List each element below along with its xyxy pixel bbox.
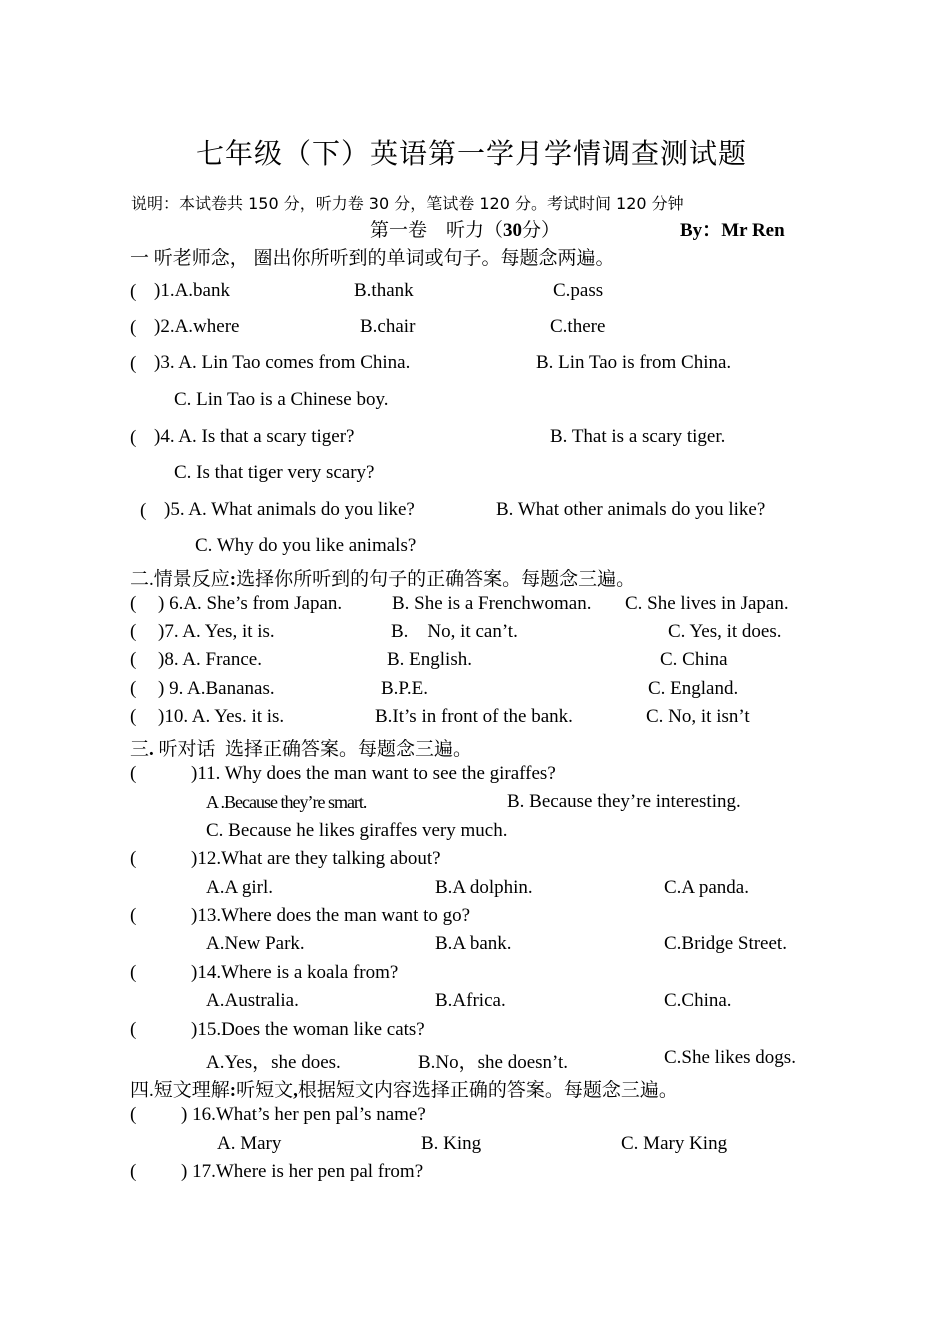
answer-paren: ( <box>130 678 137 699</box>
answer-paren: ( <box>130 593 137 614</box>
question-stem: )8. A. France. <box>158 649 262 670</box>
section-3-instructions: 听对话 选择正确答案。每题念三遍。 <box>153 739 473 760</box>
section-2-colon: : <box>229 569 237 590</box>
option-a: A .Because they’re smart. <box>206 792 367 812</box>
option-c: C. Why do you like animals? <box>195 535 417 556</box>
option-b: B. English. <box>387 649 472 670</box>
option-b: B.P.E. <box>381 678 428 699</box>
option-c: C.pass <box>553 280 604 301</box>
answer-paren: ( <box>130 848 137 869</box>
option-b: B.A bank. <box>435 933 512 954</box>
option-c: C. England. <box>648 678 739 699</box>
section-4-comma: , <box>293 1080 298 1101</box>
page-title: 七年级（下）英语第一学月学情调查测试题 <box>196 139 748 170</box>
option-c: C.She likes dogs. <box>664 1047 796 1068</box>
option-c: C.China. <box>664 990 732 1011</box>
exam-instructions: 说明：本试卷共 150 分，听力卷 30 分，笔试卷 120 分。考试时间 120 分钟 <box>131 194 684 213</box>
option-c: C. Mary King <box>621 1133 728 1154</box>
answer-paren: ( <box>130 317 137 338</box>
answer-paren: ( <box>140 500 147 521</box>
question-stem: ) 9. A.Bananas. <box>158 678 275 699</box>
option-b: B.thank <box>354 280 414 301</box>
option-b: B. King <box>421 1133 482 1154</box>
question-stem: )7. A. Yes, it is. <box>158 621 275 642</box>
option-b: B. Because they’re interesting. <box>507 791 741 812</box>
question-stem: ) 16.What’s her pen pal’s name? <box>181 1104 426 1125</box>
question-stem: )11. Why does the man want to see the giraffes? <box>191 763 556 784</box>
question-stem: )13.Where does the man want to go? <box>191 905 471 926</box>
author-credit <box>680 215 785 242</box>
question-stem: ) 6.A. She’s from Japan. <box>158 593 343 614</box>
section-2-instructions: 选择你所听到的句子的正确答案。每题念三遍。 <box>236 569 636 590</box>
section-2-heading <box>130 564 635 591</box>
option-a: A.Yes，she does. <box>206 1052 341 1073</box>
answer-paren: ( <box>130 962 137 983</box>
option-b: B.It’s in front of the bank. <box>375 706 573 727</box>
answer-paren: ( <box>130 649 137 670</box>
answer-paren: ( <box>130 621 137 642</box>
question-stem: )4. A. Is that a scary tiger? <box>154 426 355 447</box>
author-name: Mr Ren <box>721 220 785 241</box>
section-1-heading: 一 听老师念， 圈出你所听到的单词或句子。每题念两遍。 <box>130 248 615 269</box>
answer-paren: ( <box>130 1104 137 1125</box>
option-a: A. Mary <box>217 1133 282 1154</box>
answer-paren: ( <box>130 281 137 302</box>
answer-paren: ( <box>130 427 137 448</box>
section-4-title: 四.短文理解 <box>130 1080 230 1101</box>
option-b: B. That is a scary tiger. <box>550 426 726 447</box>
option-a: A.New Park. <box>206 933 305 954</box>
option-b: B. Lin Tao is from China. <box>536 352 732 373</box>
option-b: B. What other animals do you like? <box>496 499 766 520</box>
option-a: A.Australia. <box>206 990 299 1011</box>
option-c: C. No, it isn’t <box>646 706 750 727</box>
option-c: C. China <box>660 649 728 670</box>
section-4-label: 听短文 <box>236 1080 294 1101</box>
option-c: C. Is that tiger very scary? <box>174 462 375 483</box>
question-stem: )2.A.where <box>154 316 240 337</box>
option-c: C. She lives in Japan. <box>625 593 789 614</box>
option-c: C.there <box>550 316 606 337</box>
question-stem: )10. A. Yes. it is. <box>158 706 285 727</box>
section-4-colon: : <box>229 1080 237 1101</box>
option-c: C.A panda. <box>664 877 749 898</box>
answer-paren: ( <box>130 905 137 926</box>
option-b: B. No, it can’t. <box>391 621 518 642</box>
question-stem: )15.Does the woman like cats? <box>191 1019 425 1040</box>
question-stem: ) 17.Where is her pen pal from? <box>181 1161 424 1182</box>
option-b: B.Africa. <box>435 990 506 1011</box>
section-3-dot: . <box>149 739 154 760</box>
answer-paren: ( <box>130 1019 137 1040</box>
question-stem: )1.A.bank <box>154 280 230 301</box>
answer-paren: ( <box>130 763 137 784</box>
option-b: B.A dolphin. <box>435 877 533 898</box>
option-b: B. She is a Frenchwoman. <box>392 593 592 614</box>
answer-paren: ( <box>130 353 137 374</box>
author-label: By： <box>680 220 722 241</box>
question-stem: )3. A. Lin Tao comes from China. <box>154 352 411 373</box>
part-label: 第一卷 听力（ <box>370 220 504 241</box>
part-heading <box>370 215 560 242</box>
option-b: B.No，she doesn’t. <box>418 1052 569 1073</box>
answer-paren: ( <box>130 1161 137 1182</box>
question-stem: )14.Where is a koala from? <box>191 962 399 983</box>
question-stem: )5. A. What animals do you like? <box>164 499 415 520</box>
option-c: C. Because he likes giraffes very much. <box>206 820 508 841</box>
answer-paren: ( <box>130 706 137 727</box>
part-label-end: 分） <box>522 220 561 241</box>
option-c: C. Lin Tao is a Chinese boy. <box>174 389 389 410</box>
section-2-title: 二.情景反应 <box>130 569 230 590</box>
option-c: C.Bridge Street. <box>664 933 787 954</box>
question-stem: )12.What are they talking about? <box>191 848 441 869</box>
part-score: 30 <box>503 220 523 241</box>
section-3-number: 三 <box>130 739 150 760</box>
section-4-heading <box>130 1075 678 1102</box>
option-a: A.A girl. <box>206 877 274 898</box>
option-c: C. Yes, it does. <box>668 621 782 642</box>
section-3-heading <box>130 734 472 761</box>
section-4-instructions: 根据短文内容选择正确的答案。每题念三遍。 <box>297 1080 678 1101</box>
option-b: B.chair <box>360 316 416 337</box>
